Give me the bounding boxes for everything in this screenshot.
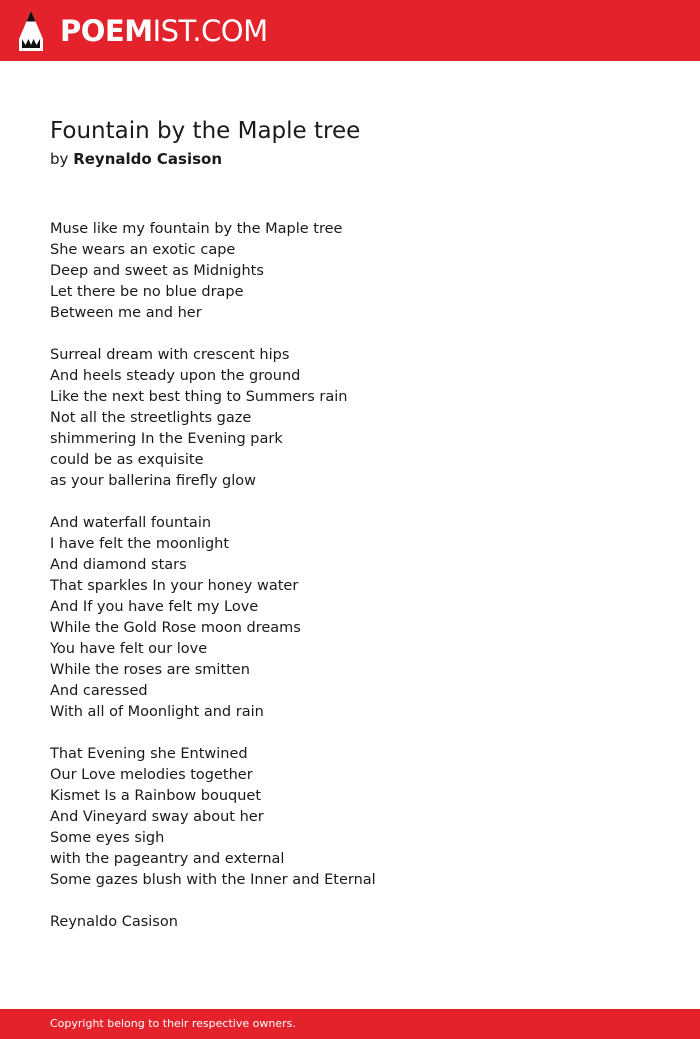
poem-line: And Vineyard sway about her xyxy=(50,809,264,825)
stanza-3 xyxy=(50,513,650,723)
copyright-notice: Copyright belong to their respective owners. xyxy=(50,1017,296,1030)
poem-line: That Evening she Entwined xyxy=(50,746,248,762)
poem-line: Like the next best thing to Summers rain xyxy=(50,389,348,405)
poem-title: Fountain by the Maple tree xyxy=(50,118,361,144)
poem-line: Surreal dream with crescent hips xyxy=(50,347,290,363)
poem-line: Our Love melodies together xyxy=(50,767,253,783)
poem-line: While the Gold Rose moon dreams xyxy=(50,620,301,636)
poem-line: While the roses are smitten xyxy=(50,662,250,678)
pencil-logo-icon xyxy=(16,9,46,53)
poem-line: Kismet Is a Rainbow bouquet xyxy=(50,788,262,804)
poem-signature: Reynaldo Casison xyxy=(50,914,178,930)
site-logo[interactable] xyxy=(16,9,268,53)
logo-text-bold: POEM xyxy=(60,14,153,48)
site-footer xyxy=(0,1009,700,1039)
poem-line: shimmering In the Evening park xyxy=(50,431,283,447)
poem-line: I have felt the moonlight xyxy=(50,536,230,552)
poem-line: With all of Moonlight and rain xyxy=(50,704,264,720)
poem-line: And diamond stars xyxy=(50,557,187,573)
byline xyxy=(50,149,650,169)
poem-line: And heels steady upon the ground xyxy=(50,368,301,384)
poem-line: You have felt our love xyxy=(50,641,208,657)
stanza-4 xyxy=(50,744,650,891)
stanza-1 xyxy=(50,219,650,324)
poem-header xyxy=(50,116,650,169)
poem-line: as your ballerina firefly glow xyxy=(50,473,256,489)
poem-line: Let there be no blue drape xyxy=(50,284,244,300)
poem-line: Not all the streetlights gaze xyxy=(50,410,252,426)
poem-line: And waterfall fountain xyxy=(50,515,212,531)
poem-line: And If you have felt my Love xyxy=(50,599,259,615)
poem-line: Some eyes sigh xyxy=(50,830,165,846)
logo-text-light: IST.COM xyxy=(152,14,268,48)
poem-line: Muse like my fountain by the Maple tree xyxy=(50,221,343,237)
poem-line: Between me and her xyxy=(50,305,202,321)
author-name: Reynaldo Casison xyxy=(73,150,223,168)
by-label: by xyxy=(50,150,69,168)
poem-line: Some gazes blush with the Inner and Eternal xyxy=(50,872,376,888)
poem-line: She wears an exotic cape xyxy=(50,242,236,258)
poem-line: could be as exquisite xyxy=(50,452,204,468)
poem-line: Deep and sweet as Midnights xyxy=(50,263,264,279)
site-header xyxy=(0,0,700,61)
poem-line: And caressed xyxy=(50,683,148,699)
poem-line: with the pageantry and external xyxy=(50,851,285,867)
stanza-2 xyxy=(50,345,650,492)
poem-line: That sparkles In your honey water xyxy=(50,578,299,594)
logo-text xyxy=(60,9,268,53)
poem-body xyxy=(50,219,650,933)
